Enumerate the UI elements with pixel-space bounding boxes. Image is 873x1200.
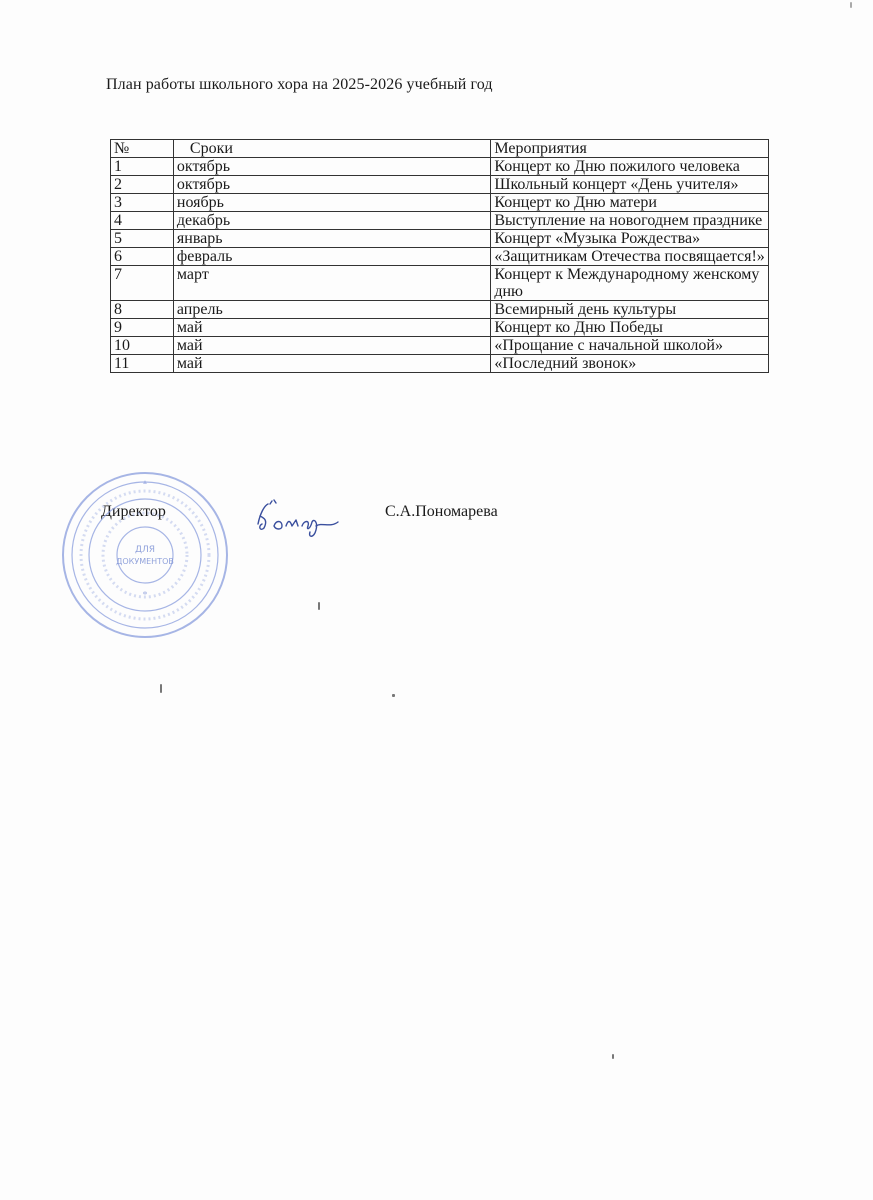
header-term: Сроки (173, 140, 490, 158)
director-name: С.А.Пономарева (385, 503, 498, 520)
row-event: Концерт ко Дню Победы (491, 319, 769, 337)
table-row (111, 266, 769, 301)
table-row (111, 319, 769, 337)
row-event: Концерт ко Дню матери (491, 194, 769, 212)
scan-speck (318, 602, 320, 610)
director-signature (250, 496, 345, 541)
director-title: Директор (101, 503, 166, 520)
plan-table (110, 139, 769, 373)
table-row (111, 301, 769, 319)
table-row (111, 158, 769, 176)
row-number: 9 (111, 319, 174, 337)
table-row (111, 230, 769, 248)
row-term: январь (173, 230, 490, 248)
row-term: февраль (173, 248, 490, 266)
scan-speck (392, 694, 395, 697)
row-term: май (173, 319, 490, 337)
row-number: 3 (111, 194, 174, 212)
table-row (111, 176, 769, 194)
row-number: 7 (111, 266, 174, 301)
scan-speck (160, 684, 162, 693)
row-number: 5 (111, 230, 174, 248)
row-number: 10 (111, 337, 174, 355)
document-title: План работы школьного хора на 2025-2026 учебный год (106, 76, 493, 93)
row-term: май (173, 355, 490, 373)
row-term: апрель (173, 301, 490, 319)
svg-text:ДОКУМЕНТОВ: ДОКУМЕНТОВ (116, 557, 174, 566)
row-event: Школьный концерт «День учителя» (491, 176, 769, 194)
row-number: 8 (111, 301, 174, 319)
row-term: декабрь (173, 212, 490, 230)
table-row (111, 337, 769, 355)
official-stamp (60, 470, 230, 640)
row-event: «Прощание с начальной школой» (491, 337, 769, 355)
row-event: Выступление на новогоднем празднике (491, 212, 769, 230)
row-event: «Последний звонок» (491, 355, 769, 373)
scan-speck (850, 2, 852, 8)
row-term: октябрь (173, 158, 490, 176)
row-term: март (173, 266, 490, 301)
row-event: Концерт к Международному женскому дню (491, 266, 769, 301)
row-term: ноябрь (173, 194, 490, 212)
row-event: Концерт «Музыка Рождества» (491, 230, 769, 248)
row-event: Концерт ко Дню пожилого человека (491, 158, 769, 176)
scan-speck (612, 1054, 614, 1059)
row-event: Всемирный день культуры (491, 301, 769, 319)
row-event: «Защитникам Отечества посвящается!» (491, 248, 769, 266)
row-number: 6 (111, 248, 174, 266)
row-number: 1 (111, 158, 174, 176)
table-row (111, 194, 769, 212)
row-term: октябрь (173, 176, 490, 194)
row-number: 4 (111, 212, 174, 230)
table-row (111, 212, 769, 230)
svg-text:ДЛЯ: ДЛЯ (134, 545, 156, 555)
table-row (111, 248, 769, 266)
row-number: 11 (111, 355, 174, 373)
header-number: № (111, 140, 174, 158)
svg-text:*: * (142, 590, 148, 601)
table-row (111, 355, 769, 373)
row-term: май (173, 337, 490, 355)
table-header-row (111, 140, 769, 158)
header-event: Мероприятия (491, 140, 769, 158)
row-number: 2 (111, 176, 174, 194)
